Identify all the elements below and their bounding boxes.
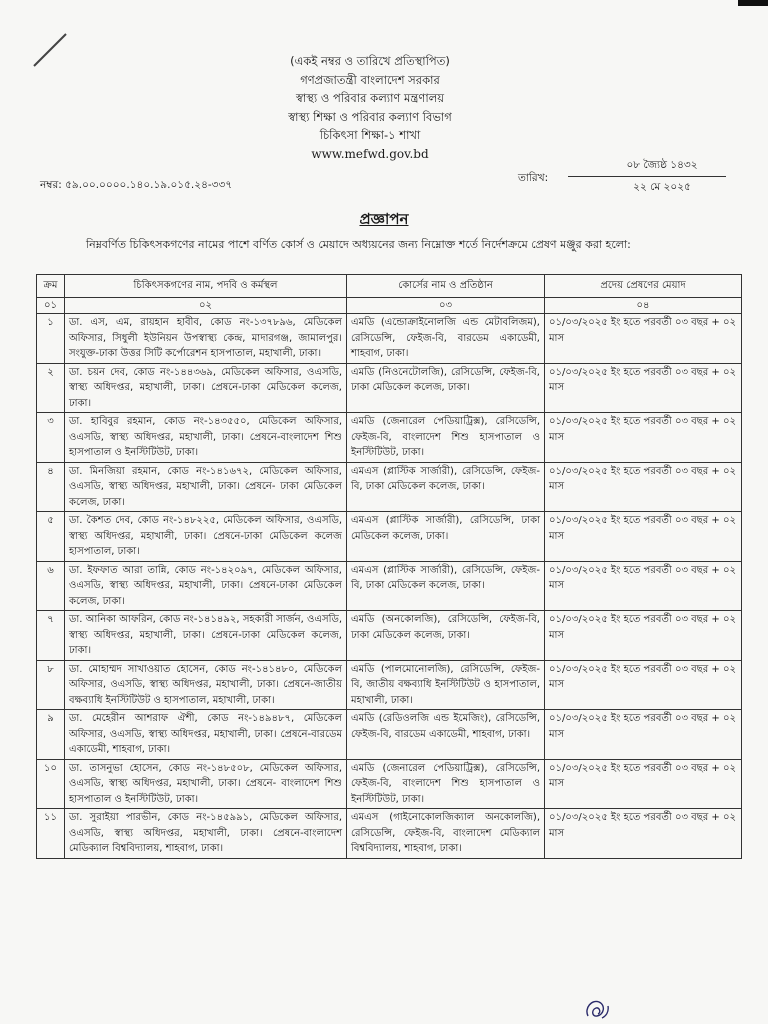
row-serial: ১১ bbox=[37, 809, 65, 859]
memo-number: নম্বর: ৫৯.০০.০০০০.১৪০.১৯.০১৫.২৪-৩৩৭ bbox=[40, 179, 233, 191]
row-course: এমএস (গাইনোকোলজিক্যাল অনকোলজি), রেসিডেন্সি, ফেইজ-বি, বাংলাদেশ মেডিক্যাল বিশ্ববিদ্যালয়, শাহবাগ, ঢাকা। bbox=[347, 809, 545, 859]
table-row bbox=[37, 710, 742, 760]
row-serial: ৭ bbox=[37, 611, 65, 661]
government-name: গণপ্রজাতন্ত্রী বাংলাদেশ সরকার bbox=[300, 72, 440, 87]
date-label: তারিখ: bbox=[518, 172, 549, 184]
row-doctor: ডা. সুরাইয়া পারভীন, কোড নং-১৪৫৯৯১, মেডিকেল অফিসার, ওএসডি, স্বাস্থ্য অধিদপ্তর, মহাখালী, ঢাকা। প্রেষনে-বাংলাদেশ মেডিক্যাল বিশ্ববিদ্যালয়, শাহবাগ, ঢাকা। bbox=[65, 809, 347, 859]
row-period: ০১/০৩/২০২৫ ইং হতে পরবর্তী ০৩ বছর + ০২ মাস bbox=[545, 710, 742, 760]
row-period: ০১/০৩/২০২৫ ইং হতে পরবর্তী ০৩ বছর + ০২ মাস bbox=[545, 512, 742, 562]
row-doctor: ডা. মোহাম্মদ সাখাওয়াত হোসেন, কোড নং-১৪১৪৮০, মেডিকেল অফিসার, ওএসডি, স্বাস্থ্য অধিদপ্তর, মহাখালী, ঢাকা। প্রেষনে-জাতীয় বক্ষব্যাধি ইনস্টিটিউট ও হাসপাতাল, মহাখালী, ঢাকা। bbox=[65, 660, 347, 710]
row-doctor: ডা. তাসনুভা হোসেন, কোড নং-১৪৮৫০৮, মেডিকেল অফিসার, ওএসডি, স্বাস্থ্য অধিদপ্তর, মহাখালী, ঢাকা। প্রেষনে- বাংলাদেশ শিশু হাসপাতাল ও ইনস্টিটিউট, ঢাকা। bbox=[65, 759, 347, 809]
row-serial: ১০ bbox=[37, 759, 65, 809]
division-name: স্বাস্থ্য শিক্ষা ও পরিবার কল্যাণ বিভাগ bbox=[288, 109, 452, 124]
row-serial: ৪ bbox=[37, 462, 65, 512]
row-period: ০১/০৩/২০২৫ ইং হতে পরবর্তী ০৩ বছর + ০২ মাস bbox=[545, 413, 742, 463]
col-doctor-header: চিকিৎসকগণের নাম, পদবি ও কর্মস্থল bbox=[65, 275, 347, 298]
table-row bbox=[37, 363, 742, 413]
row-course: এমডি (জেনারেল পেডিয়াট্রিক্স), রেসিডেন্সি, ফেইজ-বি, বাংলাদেশ শিশু হাসপাতাল ও ইনস্টিটিউট, ঢাকা। bbox=[347, 759, 545, 809]
row-doctor: ডা. আনিকা আফরিন, কোড নং-১৪১৪৯২, সহকারী সার্জন, ওএসডি, স্বাস্থ্য অধিদপ্তর, মহাখালী, ঢাকা। প্রেষনে-ঢাকা মেডিকেল কলেজ, ঢাকা। bbox=[65, 611, 347, 661]
column-number: ০১ bbox=[37, 298, 65, 314]
col-period-header: প্রদেয় প্রেষণের মেয়াদ bbox=[545, 275, 742, 298]
row-serial: ৯ bbox=[37, 710, 65, 760]
row-course: এমডি (পালমোনোলজি), রেসিডেন্সি, ফেইজ-বি, জাতীয় বক্ষব্যাধি ইনস্টিটিউট ও হাসপাতাল, মহাখালী, ঢাকা। bbox=[347, 660, 545, 710]
column-number: ০৪ bbox=[545, 298, 742, 314]
signature-initial bbox=[582, 996, 612, 1022]
row-serial: ১ bbox=[37, 314, 65, 364]
table-header-row bbox=[37, 275, 742, 298]
letterhead bbox=[150, 52, 590, 163]
table-row bbox=[37, 512, 742, 562]
date-bengali: ০৮ জ্যৈষ্ঠ ১৪৩২ bbox=[626, 159, 698, 171]
row-doctor: ডা. ইফফাত আরা তান্নি, কোড নং-১৪২০৯৭, মেডিকেল অফিসার, ওএসডি, স্বাস্থ্য অধিদপ্তর, মহাখালী, ঢাকা। প্রেষনে-ঢাকা মেডিকেল কলেজ, ঢাকা। bbox=[65, 561, 347, 611]
row-period: ০১/০৩/২০২৫ ইং হতে পরবর্তী ০৩ বছর + ০২ মাস bbox=[545, 611, 742, 661]
row-period: ০১/০৩/২০২৫ ইং হতে পরবর্তী ০৩ বছর + ০২ মাস bbox=[545, 462, 742, 512]
table-row bbox=[37, 611, 742, 661]
branch-name: চিকিৎসা শিক্ষা-১ শাখা bbox=[319, 128, 421, 142]
ministry-name: স্বাস্থ্য ও পরিবার কল্যাণ মন্ত্রণালয় bbox=[295, 91, 445, 105]
row-period: ০১/০৩/২০২৫ ইং হতে পরবর্তী ০৩ বছর + ০২ মাস bbox=[545, 363, 742, 413]
column-number-row bbox=[37, 298, 742, 314]
column-number: ০৩ bbox=[347, 298, 545, 314]
row-period: ০১/০৩/২০২৫ ইং হতে পরবর্তী ০৩ বছর + ০২ মাস bbox=[545, 759, 742, 809]
website-url: www.mefwd.gov.bd bbox=[311, 146, 429, 161]
row-serial: ২ bbox=[37, 363, 65, 413]
row-serial: ৩ bbox=[37, 413, 65, 463]
row-doctor: ডা. মেহেরীন আশরাফ ঐশী, কোড নং-১৪৯৪৮৭, মেডিকেল অফিসার, ওএসডি, স্বাস্থ্য অধিদপ্তর, মহাখালী, ঢাকা। প্রেষনে-বারডেম একাডেমী, শাহবাগ, ঢাকা। bbox=[65, 710, 347, 760]
replacement-note: (একই নম্বর ও তারিখে প্রতিস্থাপিত) bbox=[290, 54, 450, 68]
row-doctor: ডা. কৈশত দেব, কোড নং-১৪৮২২৫, মেডিকেল অফিসার, ওএসডি, স্বাস্থ্য অধিদপ্তর, মহাখালী, ঢাকা। প্রেষনে-ঢাকা মেডিকেল কলেজ হাসপাতাল, ঢাকা। bbox=[65, 512, 347, 562]
row-doctor: ডা. এস, এম, রায়হান হাবীব, কোড নং-১৩৭৮৯৬, মেডিকেল অফিসার, সিধুলী ইউনিয়ন উপস্বাস্থ্য কেন্দ্র, মাদারগঞ্জ, জামালপুর। সংযুক্ত-ঢাকা উত্তর সিটি কর্পোরেশন হাসপাতাল, মহাখালী, ঢাকা। bbox=[65, 314, 347, 364]
scan-corner-mark bbox=[738, 0, 768, 6]
table-row bbox=[37, 413, 742, 463]
table-row bbox=[37, 660, 742, 710]
column-number: ০২ bbox=[65, 298, 347, 314]
table-row bbox=[37, 314, 742, 364]
row-doctor: ডা. মিনজিয়া রহমান, কোড নং-১৪১৬৭২, মেডিকেল অফিসার, ওএসডি, স্বাস্থ্য অধিদপ্তর, মহাখালী, ঢাকা। প্রেষনে- ঢাকা মেডিকেল কলেজ, ঢাকা। bbox=[65, 462, 347, 512]
deputation-table bbox=[36, 274, 742, 859]
row-course: এমএস (প্লাস্টিক সার্জারী), রেসিডেন্সি, ফেইজ-বি, ঢাকা মেডিকেল কলেজ, ঢাকা। bbox=[347, 561, 545, 611]
row-period: ০১/০৩/২০২৫ ইং হতে পরবর্তী ০৩ বছর + ০২ মাস bbox=[545, 660, 742, 710]
row-course: এমএস (প্লাস্টিক সার্জারী), রেসিডেন্সি, ফেইজ-বি, ঢাকা মেডিকেল কলেজ, ঢাকা। bbox=[347, 462, 545, 512]
row-period: ০১/০৩/২০২৫ ইং হতে পরবর্তী ০৩ বছর + ০২ মাস bbox=[545, 809, 742, 859]
row-period: ০১/০৩/২০২৫ ইং হতে পরবর্তী ০৩ বছর + ০২ মাস bbox=[545, 561, 742, 611]
row-period: ০১/০৩/২০২৫ ইং হতে পরবর্তী ০৩ বছর + ০২ মাস bbox=[545, 314, 742, 364]
col-serial-header: ক্রম bbox=[37, 275, 65, 298]
row-doctor: ডা. চয়ন দেব, কোড নং-১৪৪৩৬৯, মেডিকেল অফিসার, ওএসডি, স্বাস্থ্য অধিদপ্তর, মহাখালী, ঢাকা। প্রেষনে-ঢাকা মেডিকেল কলেজ, ঢাকা। bbox=[65, 363, 347, 413]
intro-paragraph: নিম্নবর্ণিত চিকিৎসকগণের নামের পাশে বর্ণিত কোর্স ও মেয়াদে অধ্যয়নের জন্য নিম্নোক্ত শর্তে নির্দেশক্রমে প্রেষণ মঞ্জুর করা হলো: bbox=[86, 238, 631, 251]
date-gregorian: ২২ মে ২০২৫ bbox=[633, 181, 691, 193]
date-divider bbox=[568, 176, 726, 177]
row-course: এমডি (অনকোলজি), রেসিডেন্সি, ফেইজ-বি, ঢাকা মেডিকেল কলেজ, ঢাকা। bbox=[347, 611, 545, 661]
date-block bbox=[470, 158, 730, 198]
table-row bbox=[37, 759, 742, 809]
row-course: এমএস (প্লাস্টিক সার্জারী), রেসিডেন্সি, ঢাকা মেডিকেল কলেজ, ঢাকা। bbox=[347, 512, 545, 562]
row-serial: ৬ bbox=[37, 561, 65, 611]
table-row bbox=[37, 462, 742, 512]
row-course: এমডি (রেডিওলজি এন্ড ইমেজিং), রেসিডেন্সি, ফেইজ-বি, বারডেম একাডেমী, শাহবাগ, ঢাকা। bbox=[347, 710, 545, 760]
row-serial: ৮ bbox=[37, 660, 65, 710]
col-course-header: কোর্সের নাম ও প্রতিষ্ঠান bbox=[347, 275, 545, 298]
table-row bbox=[37, 561, 742, 611]
row-course: এমডি (এন্ডোক্রাইনোলজি এন্ড মেটাবলিজম), রেসিডেন্সি, ফেইজ-বি, বারডেম একাডেমী, শাহবাগ, ঢাকা। bbox=[347, 314, 545, 364]
row-course: এমডি (জেনারেল পেডিয়াট্রিক্স), রেসিডেন্সি, ফেইজ-বি, বাংলাদেশ শিশু হাসপাতাল ও ইনস্টিটিউট, ঢাকা। bbox=[347, 413, 545, 463]
row-course: এমডি (নিওনেটোলজি), রেসিডেন্সি, ফেইজ-বি, ঢাকা মেডিকেল কলেজ, ঢাকা। bbox=[347, 363, 545, 413]
pen-mark bbox=[30, 30, 70, 70]
notice-title: প্রজ্ঞাপন bbox=[359, 210, 409, 228]
table-row bbox=[37, 809, 742, 859]
row-doctor: ডা. হাবিবুর রহমান, কোড নং-১৪৩৫৫০, মেডিকেল অফিসার, ওএসডি, স্বাস্থ্য অধিদপ্তর, মহাখালী, ঢাকা। প্রেষনে-বাংলাদেশ শিশু হাসপাতাল ও ইনস্টিটিউট, ঢাকা। bbox=[65, 413, 347, 463]
row-serial: ৫ bbox=[37, 512, 65, 562]
